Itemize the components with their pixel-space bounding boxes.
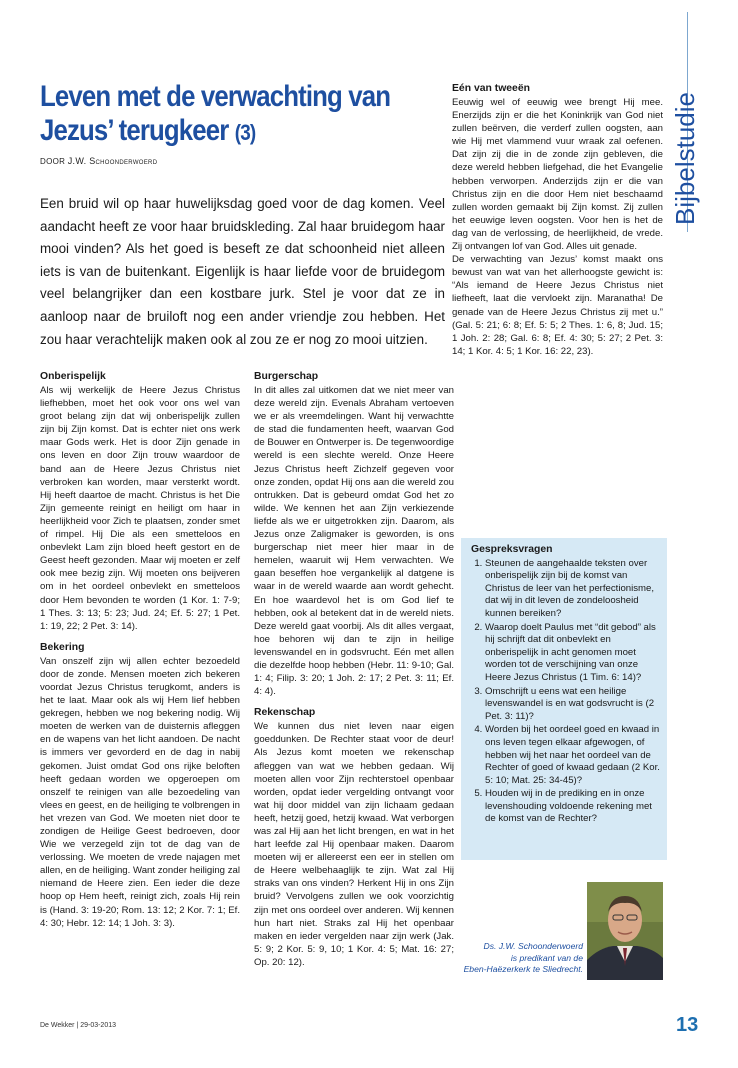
byline xyxy=(40,156,157,166)
column-3 xyxy=(452,82,663,358)
page-number: 13 xyxy=(676,1014,699,1036)
heading-onberispelijk: Onberispelijk xyxy=(40,371,106,382)
author-caption-church: Eben-Haëzerkerk te Sliedrecht. xyxy=(463,964,583,974)
article-title xyxy=(40,80,401,150)
questions-content xyxy=(471,544,661,827)
intro-paragraph: Een bruid wil op haar huwelijksdag goed voor de dag komen. Veel aandacht heeft ze voor haar bruidskleding. Zal haar bruidegom haar mooi vinden? Als het goed is beseft ze dat schoonheid niet alleen iets is van de buitenkant. Eigenlijk is haar liefde voor de bruidegom veel belangrijker dan een kostbare jurk. Stel je voor dat ze in aanloop naar de bruiloft nog een ander vriendje zou hebben. Het zou haar verachtelijk maken ook al zou ze er nog zo mooi uitzien. xyxy=(40,196,445,347)
author-photo xyxy=(587,882,663,980)
heading-bekering: Bekering xyxy=(40,641,85,653)
text-een-van-tweeen-1: Eeuwig wel of eeuwig wee brengt Hij mee. Enerzijds zijn er die het Koninkrijk van God niet zullen beërven, die verderf zullen oogsten, aan wie Hij met vlammend vuur wraak zal oefenen. Dat zijn zij die in de zonde zijn gebleven, die deze wereld hebben liefgehad, die het Evangelie hebben verworpen. Anderzijds zijn er die van Christus zijn en die door Hem niet beschaamd zullen worden gemaakt bij Zijn komst. Zij zullen het eeuwige leven oogsten. Voor hen is het de dag van de verlossing, de heerlijkheid, de vrede. Zij ontvangen lof van God. Alles uit genade. xyxy=(452,97,663,253)
byline-author: J.W. Schoonderwoerd xyxy=(67,156,158,166)
author-caption xyxy=(448,941,583,976)
heading-rekenschap: Rekenschap xyxy=(254,707,316,719)
text-bekering: Van onszelf zijn wij allen echter bezoedeld door de zonde. Mensen moeten zich bekeren voordat Jezus Christus terugkomt, anders is het te laat. Maar ook als wij Hem lief hebben gekregen, hebben we nog bekering nodig. Wij moeten de werken van de duisternis afleggen en de wapens van het licht aandoen. De nacht is immers ver gevorderd en de dag in nabij gekomen. Juist omdat God ons rijke beloften heeft gedaan worden we opgeroepen om onszelf te reinigen van alle bezoedeling van vlees en geest, en de heiliging te volbrengen in het vrezen van God. We moeten niet door te zondigen de Heilige Geest bedroeven, door Wie we verzegeld zijn tot de dag van de verlossing. We moeten de vrede najagen met allen, en de heiliging. Want zonder heiliging zal niemand de Heere zien. Een ieder die deze hoop op Hem heeft, reinigt zich, zoals Hij rein is (Hand. 3: 19-20; Rom. 13: 12; 2 Kor. 7: 1; Ef. 4: 30; Hebr. 12: 14; 1 Joh. 3: 3). xyxy=(40,655,241,929)
title-part-number: (3) xyxy=(234,120,256,145)
questions-heading: Gespreksvragen xyxy=(471,544,553,555)
title-line-1: Leven met de verwachting van xyxy=(40,80,391,113)
questions-list xyxy=(471,558,661,826)
question-item: 3. Omschrijft u eens wat een heilige levenswandel is en wat godsvrucht is (2 Pet. 3: 11)? xyxy=(485,686,661,724)
question-item: 4. Worden bij het oordeel goed en kwaad in ons leven tegen elkaar afgewogen, of hebben wij het naar het oordeel van de Rechter of goed of kwaad gedaan (2 Kor. 5: 10; Mat. 25: 34-45)? xyxy=(485,724,661,787)
text-burgerschap: In dit alles zal uitkomen dat we niet meer van deze wereld zijn. Evenals Abraham vertoeven we er als vreemdelingen. Want hij verwachtte de stad die fundamenten heeft, waarvan God de Bouwer en Ontwerper is. De tegenwoordige wereld is een slechte wereld. Onze Heere Jezus Christus heeft Zichzelf gegeven voor onze zonden, opdat Hij ons aan die wereld zou ontrukken. Dat is gebeurd omdat God het zo wilde. We kennen het aan Zijn verkiezende liefde als we er uitgetrokken zijn. Daarom, als Jezus onze Zaligmaker is geworden, is ons burgerschap niet meer hier maar in de hemelen, waaruit wij Hem verwachten. We gaan beseffen hoe vergankelijk al datgene is waar in de wereld waarde aan wordt gehecht. En hoe waardevol het is om God lief te hebben, ook al betekent dat in de wereld niets. Deze wereld gaat voorbij. Als dit alles vergaat, hoe behoren wij dan te zijn in heilige levenswandel en in godsvrucht. Eén met allen die dezelfde hoop hebben (Hebr. 11: 9-10; Gal. 1: 4; Filip. 3: 20; 1 Joh. 2: 17; 2 Pet. 3: 11; Ef. 4: 4). xyxy=(254,385,454,698)
question-item: 5. Houden wij in de prediking en in onze levenshouding voldoende rekening met de komst van de Rechter? xyxy=(485,788,661,826)
text-onberispelijk: Als wij werkelijk de Heere Jezus Christus liefhebben, moet het ook voor ons wel van groot belang zijn dat wij onberispelijk zullen zijn bij Zijn komst. Dat is echter niet ons werk maar Gods werk. Het is door Zijn genade in ons leven en door Zijn trouw waardoor de band aan de Heere Jezus Christus niet verbroken kan worden, maar versterkt wordt. Hij heeft daartoe de macht. Christus is het Die Zijn gemeente reinigt en heiligt om haar in heerlijkheid voor Zich te plaatsen, zonder smet of rimpel. Hij Die als een smetteloos en onbevlekt Lam zijn bloed heeft gestort en de Geest heeft gezonden. Maar wij moeten er zelf ook mee bezig zijn. Wij moeten ons beijveren om in het oordeel onbevlekt en smetteloos door Hem bevonden te worden (1 Kor. 1: 7-9; 1 Thes. 3: 13; 5: 23; Jud. 24; Ef. 5: 27; 1 Pet. 1: 19, 22; 2 Pet. 3: 14). xyxy=(40,385,240,632)
footer-publication: De Wekker | 29-03-2013 xyxy=(40,1022,117,1029)
question-item: 2. Waarop doelt Paulus met “dit gebod” als hij schrijft dat dit onbevlekt en onberispelijk in acht genomen moet worden tot de verschijning van onze Heere Jezus Christus (1 Tim. 6: 14)? xyxy=(485,622,661,685)
author-caption-role: is predikant van de xyxy=(510,952,583,963)
heading-burgerschap: Burgerschap xyxy=(254,371,319,382)
column-1 xyxy=(40,370,240,930)
title-line-2 xyxy=(40,114,401,150)
column-2 xyxy=(254,370,454,969)
section-label-bijbelstudie: Bijbelstudie xyxy=(670,92,700,225)
text-rekenschap: We kunnen dus niet leven naar eigen goeddunken. De Rechter staat voor de deur! Als Jezus komt moeten we rekenschap afleggen van wat we hebben gedaan. Wij moeten allen voor Zijn rechterstoel openbaar worden, opdat ieder vergelding ontvangt voor wat hij door middel van zijn lichaam gedaan heeft, hetzij goed, hetzij kwaad. Wat verborgen was zal Hij aan het licht brengen, en wat in het hart leefde zal Hij openbaar maken. Daarom moeten wij er allereerst een eer in stellen om de Heere welbehaaglijk te zijn. Wat zal Hij straks van ons vinden? Herkent Hij in ons Zijn bruid? Vervolgens zullen we ook voorzichtig zijn met ons oordeel over anderen. Wij kennen hun hart niet. Straks zal Hij het openbaar maken en ieder vergelden naar zijn werk (Jak. 5: 9; 2 Kor. 5: 9, 10; 1 Kor. 4: 5; Mat. 16: 27; Op. 20: 12). xyxy=(254,721,454,968)
author-portrait-image xyxy=(587,882,663,980)
byline-prefix: DOOR xyxy=(40,157,68,166)
heading-een-van-tweeen: Eén van tweeën xyxy=(452,83,530,94)
author-caption-name: Ds. J.W. Schoonderwoerd xyxy=(483,941,583,951)
title-line-2-text: Jezus’ terugkeer xyxy=(40,114,235,147)
text-een-van-tweeen-2: De verwachting van Jezus’ komst maakt ons bewust van wat van het allerhoogste gewicht is: “Als iemand de Heere Jezus Christus niet liefheeft, laat die vervloekt zijn. Maranatha! De genade van de Heere Jezus Christus zij met u.” (Gal. 5: 21; 6: 8; Ef. 5: 5; 2 Thes. 1: 6, 8; Jud. 15; 1 Joh. 2: 28; Gal. 6: 8; Ef. 4: 30; 5: 27; 2 Pet. 3: 14; 1 Kor. 4: 5; 1 Kor. 16: 22, 23). xyxy=(452,254,663,357)
question-item: 1. Steunen de aangehaalde teksten over onberispelijk zijn bij de komst van Christus de leer van het perfectionisme, dat wij in dit leven de zondeloosheid kunnen bereiken? xyxy=(485,558,661,621)
